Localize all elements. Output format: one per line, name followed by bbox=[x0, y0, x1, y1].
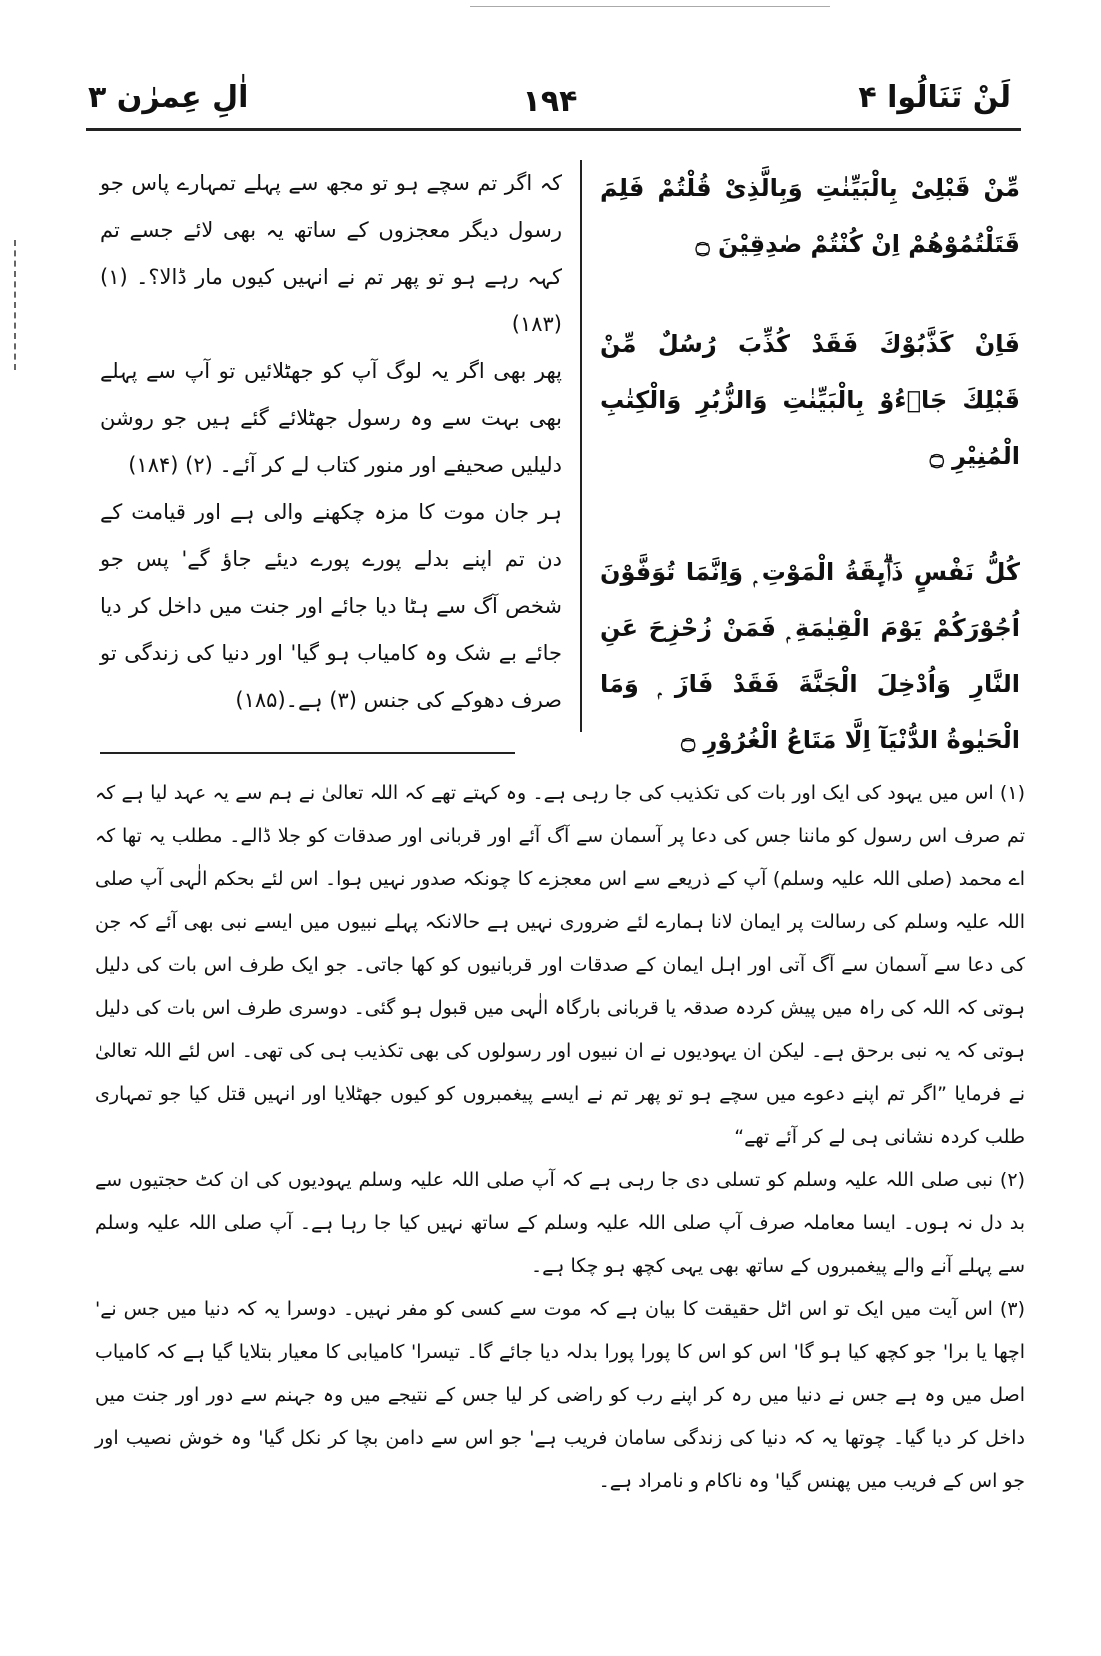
surah-title: اٰلِ عِمرٰن ۳ bbox=[88, 80, 249, 115]
footnote: (۳) اس آیت میں ایک تو اس اٹل حقیقت کا بیان ہے کہ موت سے کسی کو مفر نہیں۔ دوسرا یہ کہ دنیا میں جس نے' اچھا یا برا' جو کچھ کیا ہو گا' اس کو اس کا پورا پورا بدلہ دیا جائے گا۔ تیسرا' کامیابی کا معیار بتلایا گیا ہے کہ کامیاب اصل میں وہ ہے جس نے دنیا میں رہ کر اپنے رب کو راضی کر لیا جس کے نتیجے میں وہ جہنم سے دور اور جنت میں داخل کر دیا گیا۔ چوتھا یہ کہ دنیا کی زندگی سامان فریب ہے' جو اس سے دامن بچا کر نکل گیا' وہ خوش نصیب اور جو اس کے فریب میں پھنس گیا' وہ ناکام و نامراد ہے۔ bbox=[95, 1298, 1025, 1492]
arabic-verse: فَاِنْ كَذَّبُوْكَ فَقَدْ كُذِّبَ رُسُلٌ مِّنْ قَبْلِكَ جَاۗءُوْ بِالْبَيِّنٰتِ وَالزُّبُرِ وَالْكِتٰبِ الْمُنِيْرِ ۝ bbox=[600, 330, 1020, 470]
translation-paragraph: کہ اگر تم سچے ہو تو مجھ سے پہلے تمہارے پاس جو رسول دیگر معجزوں کے ساتھ یہ بھی لائے جسے تم کہہ رہے ہو تو پھر تم نے انہیں کیوں مار ڈالا؟۔ (۱) (۱۸۳) bbox=[100, 171, 562, 336]
arabic-text-column bbox=[600, 160, 1020, 754]
urdu-translation-column bbox=[100, 160, 562, 720]
juz-title: لَنْ تَنَالُوا ۴ bbox=[858, 80, 1011, 115]
arabic-verse: كُلُّ نَفْسٍ ذَاۗىِٕقَةُ الْمَوْتِ ۭ وَاِنَّمَا تُوَفَّوْنَ اُجُوْرَكُمْ يَوْمَ الْقِيٰمَةِ ۭ فَمَنْ زُحْزِحَ عَنِ النَّارِ وَاُدْخِلَ الْجَنَّةَ فَقَدْ فَازَ ۭ وَمَا الْحَيٰوةُ الدُّنْيَآ اِلَّا مَتَاعُ الْغُرُوْرِ ۝ bbox=[600, 558, 1020, 754]
header-rule bbox=[86, 128, 1021, 131]
translation-paragraph: ہر جان موت کا مزہ چکھنے والی ہے اور قیامت کے دن تم اپنے بدلے پورے پورے دیئے جاؤ گے' پس جو شخص آگ سے ہٹا دیا جائے اور جنت میں داخل کر دیا جائے بے شک وہ کامیاب ہو گیا' اور دنیا کی زندگی تو صرف دھوکے کی جنس (۳) ہے۔(۱۸۵) bbox=[100, 500, 562, 712]
page-number: ۱۹۴ bbox=[522, 84, 578, 119]
binding-margin-mark bbox=[14, 240, 16, 370]
footnote-separator bbox=[100, 752, 515, 754]
arabic-verse: مِّنْ قَبْلِىْ بِالْبَيِّنٰتِ وَبِالَّذِىْ قُلْتُمْ فَلِمَ قَتَلْتُمُوْهُمْ اِنْ كُنْتُمْ صٰدِقِيْنَ ۝ bbox=[600, 174, 1020, 258]
footnote: (۱) اس میں یہود کی ایک اور بات کی تکذیب کی جا رہی ہے۔ وہ کہتے تھے کہ اللہ تعالیٰ نے ہم سے یہ عہد لیا ہے کہ تم صرف اس رسول کو ماننا جس کی دعا پر آسمان سے آگ آئے اور قربانی اور صدقات کو جلا ڈالے۔ مطلب یہ تھا کہ اے محمد (صلی اللہ علیہ وسلم) آپ کے ذریعے سے اس معجزے کا چونکہ صدور نہیں ہوا۔ اس لئے بحکم الٰہی آپ صلی اللہ علیہ وسلم کی رسالت پر ایمان لانا ہمارے لئے ضروری نہیں ہے حالانکہ پہلے نبیوں میں ایسے نبی بھی آئے کہ جن کی دعا سے آسمان سے آگ آتی اور اہل ایمان کے صدقات اور قربانیوں کو کھا جاتی۔ جو ایک طرف اس بات کی دلیل ہوتی کہ اللہ کی راہ میں پیش کردہ صدقہ یا قربانی بارگاہ الٰہی میں قبول ہو گئی۔ دوسری طرف اس بات کی دلیل ہوتی کہ یہ نبی برحق ہے۔ لیکن ان یہودیوں نے ان نبیوں اور رسولوں کی بھی تکذیب ہی کی تھی۔ اس لئے اللہ تعالیٰ نے فرمایا ”اگر تم اپنے دعوے میں سچے ہو تو پھر تم نے ایسے پیغمبروں کو کیوں جھٹلایا اور انہیں قتل کیا جو تمہاری طلب کردہ نشانی ہی لے کر آئے تھے“ bbox=[95, 782, 1025, 1148]
translation-paragraph: پھر بھی اگر یہ لوگ آپ کو جھٹلائیں تو آپ سے پہلے بھی بہت سے وہ رسول جھٹلائے گئے ہیں جو روشن دلیلیں صحیفے اور منور کتاب لے کر آئے۔ (۲) (۱۸۴) bbox=[100, 359, 562, 477]
footnote: (۲) نبی صلی اللہ علیہ وسلم کو تسلی دی جا رہی ہے کہ آپ صلی اللہ علیہ وسلم یہودیوں کی ان کٹ حجتیوں سے بد دل نہ ہوں۔ ایسا معاملہ صرف آپ صلی اللہ علیہ وسلم کے ساتھ نہیں کیا جا رہا ہے۔ آپ صلی اللہ علیہ وسلم سے پہلے آنے والے پیغمبروں کے ساتھ بھی یہی کچھ ہو چکا ہے۔ bbox=[95, 1169, 1025, 1277]
column-divider bbox=[580, 160, 582, 732]
top-edge-rule bbox=[470, 6, 830, 7]
footnotes-section bbox=[95, 772, 1025, 1612]
